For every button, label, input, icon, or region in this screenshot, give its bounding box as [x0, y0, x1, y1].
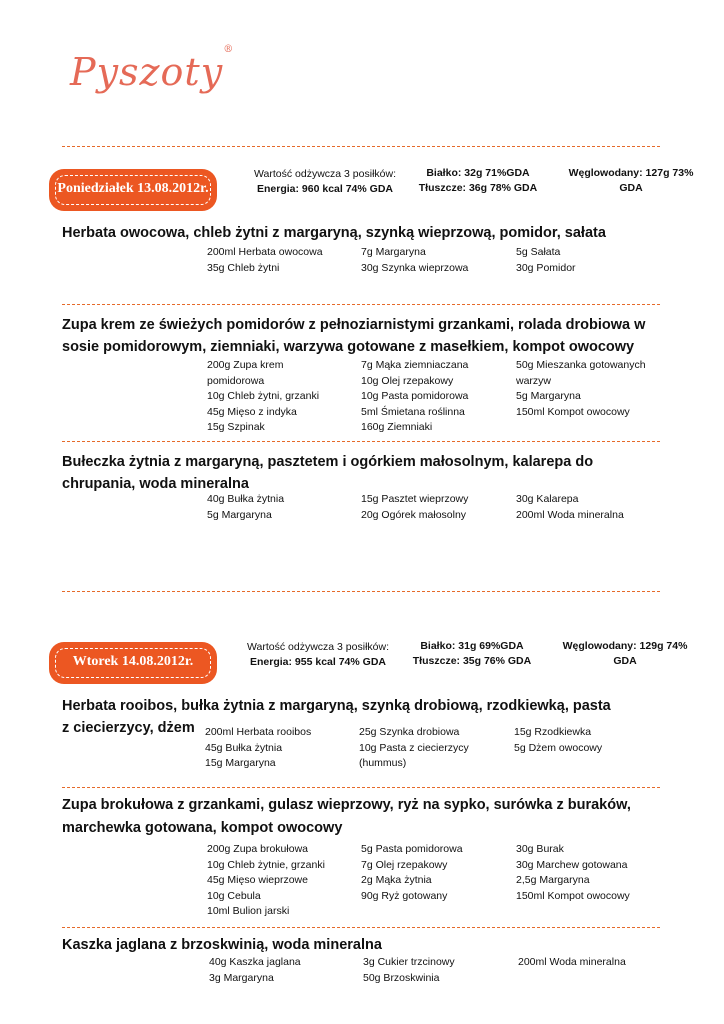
ingredient-item: 200g Zupa krem	[207, 359, 284, 371]
ingredient-item: 5g Margaryna	[516, 390, 581, 402]
ingredient-item: 35g Chleb żytni	[207, 261, 280, 274]
ingredient-item: 10g Chleb żytnie, grzanki	[207, 858, 325, 871]
ingredient-col-3	[518, 955, 626, 971]
divider	[62, 146, 660, 147]
ingredient-item: 40g Bułka żytnia	[207, 493, 285, 505]
ingredient-col-3	[516, 842, 630, 904]
day-title: Poniedziałek 13.08.2012r.	[57, 181, 209, 196]
divider	[62, 787, 660, 788]
logo-text: Pyszoty	[70, 50, 224, 94]
ingredient-item: 15g Szpinak	[207, 421, 265, 433]
meal-title: Bułeczka żytnia z margaryną, pasztetem i ogórkiem małosolnym, kalarepa do chrupania, woda mineralna	[62, 454, 594, 492]
meal-title: Herbata rooibos, bułka żytnia z margaryną, szynką drobiową, rzodkiewką, pasta z ciecierzycy, dżem	[62, 698, 611, 736]
nutrition-energy: Wartość odżywcza 3 posiłków: Energia: 955 kcal 74% GDA	[247, 641, 389, 668]
meal-title: Kaszka jaglana z brzoskwinią, woda mineralna	[62, 937, 382, 953]
meal-title: Zupa brokułowa z grzankami, gulasz wieprzowy, ryż na sypko, surówka z buraków,	[62, 797, 631, 813]
nutrition-energy: Wartość odżywcza 3 posiłków: Energia: 960 kcal 74% GDA	[254, 168, 396, 195]
ingredient-col-2	[359, 725, 469, 772]
ingredient-item: 160g Ziemniaki	[361, 421, 433, 433]
ingredient-item: 200ml Woda mineralna	[518, 956, 626, 968]
ingredient-item: 10g Chleb żytni, grzanki	[207, 390, 320, 402]
ingredient-col-3	[514, 725, 602, 756]
ingredient-item: 15g Margaryna	[205, 757, 276, 769]
divider	[62, 441, 660, 442]
ingredient-item: 3g Cukier trzcinowy	[363, 956, 455, 968]
ingredient-col-1	[207, 358, 319, 436]
nutrition-protein-fat: Białko: 31g 69%GDA Tłuszcze: 35g 76% GDA	[412, 640, 532, 667]
day-title: Wtorek 14.08.2012r.	[72, 654, 194, 669]
ingredient-item: 90g Ryż gotowany	[361, 889, 448, 902]
ingredient-item: 5g Sałata	[516, 246, 561, 258]
ingredient-col-2	[361, 492, 468, 523]
ingredient-item: 5g Margaryna	[207, 508, 272, 521]
ingredient-item: 45g Mięso z indyka	[207, 405, 297, 418]
ingredient-item: 3g Margaryna	[209, 971, 274, 984]
ingredient-item: 30g Burak	[516, 843, 564, 855]
day-badge	[50, 170, 216, 210]
day-badge	[50, 643, 216, 683]
ingredient-item: 7g Olej rzepakowy	[361, 858, 448, 871]
ingredient-item: 10g Pasta pomidorowa	[361, 390, 469, 402]
ingredient-item: 50g Mieszanka gotowanych	[516, 359, 646, 371]
ingredient-item: 200ml Herbata rooibos	[205, 726, 312, 738]
meal-title: Zupa krem ze świeżych pomidorów z pełnoziarnistymi grzankami, rolada drobiowa w sosie pomidorowym, ziemniaki, warzywa gotowane z masełkiem, kompot owocowy	[62, 317, 646, 355]
ingredient-item: 10g Cebula	[207, 889, 261, 902]
meal-title-line-2: marchewka gotowana, kompot owocowy	[62, 820, 343, 836]
ingredient-item: 200g Zupa brokułowa	[207, 843, 308, 855]
ingredient-col-2	[361, 358, 468, 436]
ingredient-item: 5g Pasta pomidorowa	[361, 843, 463, 855]
ingredient-item: pomidorowa	[207, 374, 265, 387]
divider	[62, 591, 660, 592]
ingredient-item: 7g Mąka ziemniaczana	[361, 359, 469, 371]
ingredient-item: 200ml Woda mineralna	[516, 508, 624, 521]
ingredient-item: 7g Margaryna	[361, 246, 426, 258]
ingredient-item: 15g Pasztet wieprzowy	[361, 493, 469, 505]
ingredient-item: 15g Rzodkiewka	[514, 726, 592, 738]
ingredient-col-3	[516, 245, 576, 276]
ingredient-item: 2g Mąka żytnia	[361, 874, 432, 886]
ingredient-item: 10ml Bulion jarski	[207, 905, 290, 917]
divider	[62, 304, 660, 305]
ingredient-item: (hummus)	[359, 757, 407, 769]
ingredient-item: 30g Kalarepa	[516, 493, 579, 505]
ingredient-item: 45g Bułka żytnia	[205, 741, 283, 754]
ingredient-item: 30g Marchew gotowana	[516, 858, 628, 871]
ingredient-item: 20g Ogórek małosolny	[361, 508, 467, 521]
nutrition-protein-fat: Białko: 32g 71%GDA Tłuszcze: 36g 78% GDA	[418, 167, 538, 194]
brand-logo: Pyszoty®	[70, 44, 235, 94]
ingredient-item: 10g Olej rzepakowy	[361, 374, 454, 387]
nutrition-carbs: Węglowodany: 127g 73% GDA	[568, 167, 694, 194]
ingredient-item: 2,5g Margaryna	[516, 874, 590, 886]
ingredient-item: 10g Pasta z ciecierzycy	[359, 741, 469, 754]
ingredient-col-2	[361, 245, 468, 276]
ingredient-col-3	[516, 358, 646, 420]
ingredient-item: 25g Szynka drobiowa	[359, 726, 460, 738]
ingredient-col-1	[209, 955, 301, 986]
ingredient-item: 5ml Śmietana roślinna	[361, 405, 465, 418]
ingredient-item: 150ml Kompot owocowy	[516, 889, 630, 902]
ingredient-col-1	[205, 725, 311, 772]
meal-title: Herbata owocowa, chleb żytni z margaryną, szynką wieprzową, pomidor, sałata	[62, 225, 606, 241]
ingredient-col-2	[363, 955, 455, 986]
ingredient-col-1	[207, 245, 323, 276]
ingredient-item: 200ml Herbata owocowa	[207, 246, 323, 258]
ingredient-col-3	[516, 492, 624, 523]
divider	[62, 927, 660, 928]
ingredient-col-1	[207, 842, 325, 920]
nutrition-carbs: Węglowodany: 129g 74% GDA	[562, 640, 688, 667]
ingredient-col-1	[207, 492, 284, 523]
ingredient-item: 45g Mięso wieprzowe	[207, 874, 308, 886]
ingredient-item: 30g Pomidor	[516, 261, 576, 274]
ingredient-item: 50g Brzoskwinia	[363, 971, 440, 984]
ingredient-item: 5g Dżem owocowy	[514, 741, 603, 754]
ingredient-col-2	[361, 842, 463, 904]
ingredient-item: warzyw	[516, 374, 552, 387]
ingredient-item: 30g Szynka wieprzowa	[361, 261, 469, 274]
ingredient-item: 40g Kaszka jaglana	[209, 956, 301, 968]
ingredient-item: 150ml Kompot owocowy	[516, 405, 630, 418]
